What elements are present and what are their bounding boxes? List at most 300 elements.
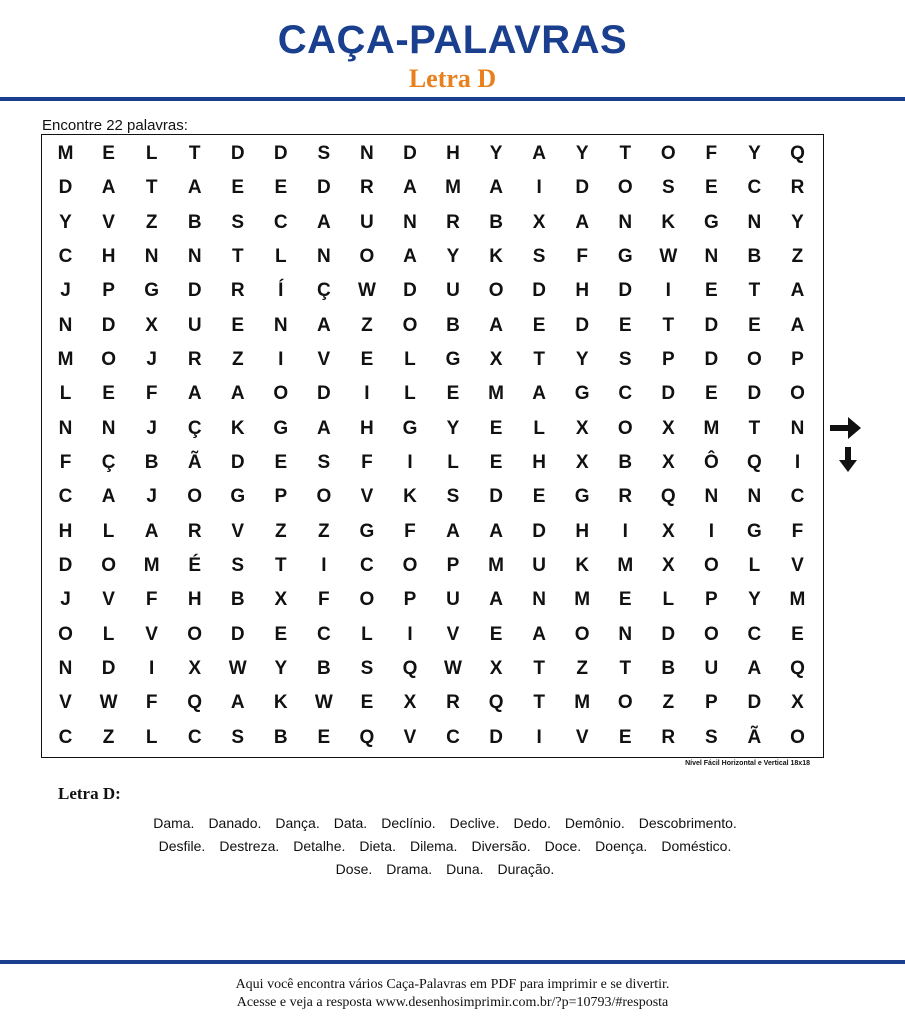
- grid-cell[interactable]: A: [316, 417, 331, 439]
- grid-cell[interactable]: E: [489, 623, 503, 645]
- grid-cell[interactable]: S: [231, 555, 245, 577]
- grid-cell[interactable]: V: [403, 726, 417, 748]
- grid-cell[interactable]: U: [360, 211, 374, 233]
- grid-cell[interactable]: A: [403, 177, 417, 199]
- grid-cell[interactable]: O: [316, 486, 332, 508]
- grid-cell[interactable]: G: [445, 349, 461, 371]
- grid-cell[interactable]: T: [619, 658, 632, 680]
- grid-cell[interactable]: Ç: [187, 417, 202, 439]
- grid-cell[interactable]: O: [617, 177, 633, 199]
- grid-cell[interactable]: X: [145, 314, 158, 336]
- grid-cell[interactable]: W: [444, 658, 462, 680]
- grid-cell[interactable]: G: [144, 280, 160, 302]
- grid-cell[interactable]: E: [705, 383, 718, 405]
- grid-cell[interactable]: J: [60, 589, 71, 611]
- grid-cell[interactable]: O: [273, 383, 289, 405]
- grid-cell[interactable]: F: [576, 246, 588, 268]
- grid-cell[interactable]: D: [704, 349, 719, 371]
- grid-cell[interactable]: R: [446, 692, 460, 714]
- grid-cell[interactable]: A: [532, 143, 546, 165]
- grid-cell[interactable]: Q: [790, 143, 805, 165]
- grid-cell[interactable]: H: [187, 589, 202, 611]
- grid-cell[interactable]: K: [403, 486, 417, 508]
- grid-cell[interactable]: C: [790, 486, 805, 508]
- grid-cell[interactable]: I: [708, 520, 714, 542]
- grid-cell[interactable]: F: [145, 589, 158, 611]
- grid-cell[interactable]: C: [618, 383, 633, 405]
- grid-cell[interactable]: A: [230, 692, 245, 714]
- grid-cell[interactable]: D: [316, 177, 331, 199]
- grid-cell[interactable]: A: [446, 520, 460, 542]
- grid-cell[interactable]: B: [144, 452, 159, 474]
- grid-cell[interactable]: W: [659, 246, 678, 268]
- grid-cell[interactable]: Ç: [316, 280, 331, 302]
- grid-cell[interactable]: D: [704, 314, 719, 336]
- grid-cell[interactable]: T: [533, 349, 545, 371]
- grid-cell[interactable]: G: [402, 417, 418, 439]
- grid-cell[interactable]: E: [532, 314, 546, 336]
- grid-cell[interactable]: X: [791, 692, 804, 714]
- grid-cell[interactable]: I: [148, 658, 155, 680]
- grid-cell[interactable]: R: [661, 726, 676, 748]
- grid-cell[interactable]: O: [703, 623, 719, 645]
- grid-cell[interactable]: S: [317, 143, 331, 165]
- grid-cell[interactable]: A: [532, 623, 546, 645]
- grid-cell[interactable]: Q: [790, 658, 805, 680]
- grid-cell[interactable]: I: [536, 726, 542, 748]
- grid-cell[interactable]: X: [188, 658, 202, 680]
- grid-cell[interactable]: E: [360, 349, 374, 371]
- grid-cell[interactable]: R: [360, 177, 374, 199]
- grid-cell[interactable]: G: [747, 520, 762, 542]
- grid-cell[interactable]: A: [403, 246, 417, 268]
- grid-cell[interactable]: A: [187, 383, 202, 405]
- grid-cell[interactable]: B: [661, 658, 676, 680]
- grid-cell[interactable]: E: [618, 726, 632, 748]
- grid-cell[interactable]: C: [446, 726, 460, 748]
- grid-cell[interactable]: D: [403, 280, 417, 302]
- grid-cell[interactable]: D: [101, 658, 116, 680]
- grid-cell[interactable]: U: [532, 555, 546, 577]
- grid-cell[interactable]: C: [58, 726, 73, 748]
- grid-cell[interactable]: X: [661, 520, 675, 542]
- grid-cell[interactable]: D: [532, 520, 546, 542]
- grid-cell[interactable]: N: [316, 246, 331, 268]
- grid-cell[interactable]: R: [230, 280, 245, 302]
- grid-cell[interactable]: X: [661, 555, 675, 577]
- grid-cell[interactable]: F: [404, 520, 416, 542]
- grid-cell[interactable]: H: [575, 280, 590, 302]
- grid-cell[interactable]: M: [143, 555, 160, 577]
- grid-cell[interactable]: X: [661, 417, 675, 439]
- grid-cell[interactable]: O: [359, 246, 375, 268]
- grid-cell[interactable]: A: [532, 383, 546, 405]
- grid-cell[interactable]: I: [364, 383, 370, 405]
- grid-cell[interactable]: D: [489, 486, 503, 508]
- grid-cell[interactable]: D: [230, 452, 245, 474]
- grid-cell[interactable]: A: [144, 520, 159, 542]
- grid-cell[interactable]: M: [445, 177, 461, 199]
- grid-cell[interactable]: O: [101, 349, 116, 371]
- grid-cell[interactable]: A: [489, 314, 503, 336]
- grid-cell[interactable]: I: [407, 623, 413, 645]
- grid-cell[interactable]: H: [575, 520, 590, 542]
- grid-cell[interactable]: E: [317, 726, 331, 748]
- grid-cell[interactable]: O: [617, 417, 633, 439]
- grid-cell[interactable]: J: [146, 349, 157, 371]
- grid-cell[interactable]: O: [488, 280, 504, 302]
- grid-cell[interactable]: Y: [575, 143, 589, 165]
- grid-cell[interactable]: J: [146, 486, 157, 508]
- grid-cell[interactable]: Q: [359, 726, 375, 748]
- grid-cell[interactable]: E: [231, 177, 245, 199]
- grid-cell[interactable]: O: [187, 486, 203, 508]
- grid-cell[interactable]: F: [361, 452, 373, 474]
- grid-cell[interactable]: K: [230, 417, 245, 439]
- grid-cell[interactable]: R: [790, 177, 805, 199]
- grid-cell[interactable]: U: [187, 314, 202, 336]
- grid-cell[interactable]: N: [101, 417, 116, 439]
- grid-cell[interactable]: X: [532, 211, 546, 233]
- grid-cell[interactable]: T: [533, 692, 545, 714]
- grid-cell[interactable]: C: [747, 623, 762, 645]
- grid-cell[interactable]: U: [704, 658, 719, 680]
- grid-cell[interactable]: B: [747, 246, 762, 268]
- grid-cell[interactable]: D: [316, 383, 331, 405]
- grid-cell[interactable]: N: [618, 623, 633, 645]
- grid-cell[interactable]: E: [274, 177, 288, 199]
- grid-cell[interactable]: V: [102, 589, 115, 611]
- grid-cell[interactable]: R: [187, 520, 202, 542]
- grid-cell[interactable]: M: [57, 143, 74, 165]
- grid-cell[interactable]: L: [404, 383, 416, 405]
- grid-cell[interactable]: I: [278, 349, 284, 371]
- grid-cell[interactable]: Y: [274, 658, 288, 680]
- grid-cell[interactable]: L: [145, 143, 158, 165]
- grid-cell[interactable]: N: [273, 314, 288, 336]
- grid-cell[interactable]: K: [575, 555, 590, 577]
- grid-cell[interactable]: Y: [446, 246, 460, 268]
- grid-cell[interactable]: C: [747, 177, 762, 199]
- grid-cell[interactable]: T: [188, 143, 201, 165]
- grid-cell[interactable]: A: [790, 280, 805, 302]
- grid-cell[interactable]: Ç: [101, 452, 116, 474]
- grid-cell[interactable]: Y: [59, 211, 72, 233]
- grid-cell[interactable]: G: [574, 486, 590, 508]
- grid-cell[interactable]: N: [58, 314, 73, 336]
- grid-cell[interactable]: N: [403, 211, 417, 233]
- grid-cell[interactable]: P: [274, 486, 288, 508]
- grid-cell[interactable]: D: [403, 143, 417, 165]
- grid-cell[interactable]: F: [318, 589, 330, 611]
- grid-cell[interactable]: H: [101, 246, 116, 268]
- grid-cell[interactable]: L: [102, 623, 115, 645]
- grid-cell[interactable]: M: [789, 589, 806, 611]
- grid-cell[interactable]: S: [231, 211, 245, 233]
- grid-cell[interactable]: T: [748, 280, 761, 302]
- grid-cell[interactable]: D: [747, 383, 762, 405]
- grid-cell[interactable]: F: [145, 383, 158, 405]
- grid-cell[interactable]: Y: [791, 211, 804, 233]
- grid-cell[interactable]: O: [703, 555, 719, 577]
- grid-cell[interactable]: A: [790, 314, 805, 336]
- grid-cell[interactable]: Y: [748, 143, 761, 165]
- grid-cell[interactable]: D: [661, 383, 676, 405]
- grid-cell[interactable]: N: [747, 211, 762, 233]
- grid-cell[interactable]: G: [617, 246, 633, 268]
- grid-cell[interactable]: L: [145, 726, 158, 748]
- grid-cell[interactable]: S: [661, 177, 675, 199]
- grid-cell[interactable]: B: [273, 726, 288, 748]
- grid-cell[interactable]: O: [402, 314, 418, 336]
- grid-cell[interactable]: U: [446, 280, 460, 302]
- grid-cell[interactable]: F: [145, 692, 158, 714]
- grid-cell[interactable]: E: [102, 383, 115, 405]
- grid-cell[interactable]: Q: [747, 452, 762, 474]
- grid-cell[interactable]: N: [532, 589, 546, 611]
- grid-cell[interactable]: P: [791, 349, 804, 371]
- grid-cell[interactable]: A: [747, 658, 762, 680]
- grid-cell[interactable]: V: [575, 726, 589, 748]
- grid-cell[interactable]: A: [101, 486, 116, 508]
- grid-cell[interactable]: O: [58, 623, 73, 645]
- grid-cell[interactable]: B: [187, 211, 202, 233]
- grid-cell[interactable]: A: [187, 177, 202, 199]
- grid-cell[interactable]: E: [791, 623, 804, 645]
- grid-cell[interactable]: D: [575, 177, 590, 199]
- grid-cell[interactable]: E: [102, 143, 115, 165]
- grid-cell[interactable]: R: [446, 211, 460, 233]
- grid-cell[interactable]: G: [574, 383, 590, 405]
- grid-cell[interactable]: V: [360, 486, 374, 508]
- grid-cell[interactable]: A: [316, 211, 331, 233]
- grid-cell[interactable]: C: [58, 486, 73, 508]
- grid-cell[interactable]: Z: [791, 246, 804, 268]
- grid-cell[interactable]: I: [622, 520, 628, 542]
- grid-cell[interactable]: O: [402, 555, 418, 577]
- grid-cell[interactable]: Z: [231, 349, 244, 371]
- grid-cell[interactable]: C: [316, 623, 331, 645]
- grid-cell[interactable]: O: [747, 349, 762, 371]
- grid-cell[interactable]: M: [488, 383, 504, 405]
- grid-cell[interactable]: D: [58, 555, 73, 577]
- grid-cell[interactable]: L: [274, 246, 287, 268]
- grid-cell[interactable]: Y: [489, 143, 503, 165]
- grid-cell[interactable]: T: [231, 246, 244, 268]
- grid-cell[interactable]: T: [145, 177, 158, 199]
- grid-cell[interactable]: H: [360, 417, 374, 439]
- grid-cell[interactable]: V: [145, 623, 158, 645]
- grid-cell[interactable]: W: [314, 692, 333, 714]
- grid-cell[interactable]: K: [661, 211, 676, 233]
- grid-cell[interactable]: T: [748, 417, 761, 439]
- grid-cell[interactable]: H: [58, 520, 73, 542]
- grid-cell[interactable]: Q: [187, 692, 203, 714]
- grid-cell[interactable]: Q: [402, 658, 418, 680]
- grid-cell[interactable]: I: [794, 452, 801, 474]
- grid-cell[interactable]: S: [618, 349, 632, 371]
- grid-cell[interactable]: K: [489, 246, 503, 268]
- grid-cell[interactable]: X: [403, 692, 417, 714]
- grid-cell[interactable]: N: [58, 417, 73, 439]
- grid-cell[interactable]: G: [703, 211, 719, 233]
- grid-cell[interactable]: C: [273, 211, 288, 233]
- grid-cell[interactable]: M: [617, 555, 634, 577]
- grid-cell[interactable]: V: [791, 555, 804, 577]
- grid-cell[interactable]: J: [60, 280, 71, 302]
- grid-cell[interactable]: S: [317, 452, 331, 474]
- grid-cell[interactable]: A: [489, 589, 503, 611]
- grid-cell[interactable]: L: [102, 520, 115, 542]
- grid-cell[interactable]: Z: [102, 726, 115, 748]
- grid-cell[interactable]: L: [447, 452, 459, 474]
- grid-cell[interactable]: S: [360, 658, 374, 680]
- grid-cell[interactable]: D: [489, 726, 503, 748]
- grid-cell[interactable]: H: [532, 452, 546, 474]
- grid-cell[interactable]: D: [230, 143, 245, 165]
- grid-cell[interactable]: X: [575, 417, 589, 439]
- grid-cell[interactable]: M: [703, 417, 720, 439]
- grid-cell[interactable]: F: [59, 452, 72, 474]
- grid-cell[interactable]: Y: [575, 349, 589, 371]
- grid-cell[interactable]: Z: [576, 658, 588, 680]
- grid-cell[interactable]: A: [575, 211, 590, 233]
- grid-cell[interactable]: E: [532, 486, 546, 508]
- grid-cell[interactable]: W: [357, 280, 376, 302]
- grid-cell[interactable]: D: [187, 280, 202, 302]
- grid-cell[interactable]: E: [446, 383, 460, 405]
- grid-cell[interactable]: E: [274, 623, 288, 645]
- grid-cell[interactable]: Q: [488, 692, 504, 714]
- grid-cell[interactable]: T: [662, 314, 675, 336]
- grid-cell[interactable]: O: [187, 623, 203, 645]
- grid-cell[interactable]: Z: [662, 692, 675, 714]
- grid-cell[interactable]: I: [665, 280, 671, 302]
- grid-cell[interactable]: H: [446, 143, 460, 165]
- grid-cell[interactable]: A: [101, 177, 116, 199]
- grid-cell[interactable]: N: [360, 143, 374, 165]
- grid-cell[interactable]: B: [489, 211, 503, 233]
- grid-cell[interactable]: O: [359, 589, 375, 611]
- grid-cell[interactable]: D: [575, 314, 590, 336]
- grid-cell[interactable]: Z: [145, 211, 158, 233]
- grid-cell[interactable]: G: [359, 520, 375, 542]
- grid-cell[interactable]: Z: [318, 520, 330, 542]
- grid-cell[interactable]: N: [618, 211, 633, 233]
- grid-cell[interactable]: P: [705, 589, 718, 611]
- grid-cell[interactable]: F: [705, 143, 718, 165]
- grid-cell[interactable]: C: [360, 555, 374, 577]
- grid-cell[interactable]: D: [58, 177, 73, 199]
- grid-cell[interactable]: J: [146, 417, 157, 439]
- grid-cell[interactable]: A: [230, 383, 245, 405]
- grid-cell[interactable]: É: [188, 555, 202, 577]
- grid-cell[interactable]: L: [404, 349, 416, 371]
- grid-cell[interactable]: P: [102, 280, 115, 302]
- grid-cell[interactable]: B: [618, 452, 633, 474]
- grid-cell[interactable]: M: [574, 589, 591, 611]
- grid-cell[interactable]: D: [532, 280, 546, 302]
- grid-cell[interactable]: Y: [748, 589, 761, 611]
- grid-cell[interactable]: I: [407, 452, 413, 474]
- grid-cell[interactable]: O: [101, 555, 116, 577]
- grid-cell[interactable]: I: [321, 555, 327, 577]
- grid-cell[interactable]: F: [791, 520, 804, 542]
- grid-cell[interactable]: C: [187, 726, 202, 748]
- grid-cell[interactable]: O: [617, 692, 633, 714]
- grid-cell[interactable]: V: [446, 623, 460, 645]
- grid-cell[interactable]: V: [102, 211, 115, 233]
- grid-cell[interactable]: U: [446, 589, 460, 611]
- grid-cell[interactable]: Ã: [747, 726, 762, 748]
- grid-cell[interactable]: T: [619, 143, 632, 165]
- grid-cell[interactable]: E: [360, 692, 374, 714]
- grid-cell[interactable]: N: [144, 246, 159, 268]
- grid-cell[interactable]: T: [274, 555, 287, 577]
- grid-cell[interactable]: S: [705, 726, 718, 748]
- grid-cell[interactable]: B: [446, 314, 460, 336]
- grid-cell[interactable]: S: [231, 726, 245, 748]
- grid-cell[interactable]: N: [704, 246, 719, 268]
- grid-cell[interactable]: D: [273, 143, 288, 165]
- grid-cell[interactable]: L: [361, 623, 373, 645]
- grid-cell[interactable]: Z: [274, 520, 287, 542]
- grid-cell[interactable]: W: [99, 692, 118, 714]
- grid-cell[interactable]: O: [790, 726, 805, 748]
- grid-cell[interactable]: P: [403, 589, 417, 611]
- grid-cell[interactable]: A: [316, 314, 331, 336]
- grid-cell[interactable]: P: [661, 349, 675, 371]
- grid-cell[interactable]: Í: [278, 280, 284, 302]
- grid-cell[interactable]: B: [316, 658, 331, 680]
- grid-cell[interactable]: L: [533, 417, 545, 439]
- grid-cell[interactable]: D: [618, 280, 633, 302]
- grid-cell[interactable]: Y: [446, 417, 460, 439]
- grid-cell[interactable]: E: [705, 280, 718, 302]
- grid-cell[interactable]: P: [705, 692, 718, 714]
- grid-cell[interactable]: X: [489, 349, 503, 371]
- grid-cell[interactable]: A: [489, 520, 503, 542]
- grid-cell[interactable]: E: [274, 452, 288, 474]
- grid-cell[interactable]: D: [230, 623, 245, 645]
- grid-cell[interactable]: S: [446, 486, 460, 508]
- grid-cell[interactable]: E: [489, 452, 503, 474]
- grid-cell[interactable]: K: [273, 692, 288, 714]
- grid-cell[interactable]: M: [574, 692, 591, 714]
- grid-cell[interactable]: N: [704, 486, 719, 508]
- grid-cell[interactable]: N: [187, 246, 202, 268]
- grid-cell[interactable]: W: [228, 658, 247, 680]
- grid-cell[interactable]: A: [489, 177, 503, 199]
- grid-cell[interactable]: V: [231, 520, 245, 542]
- grid-cell[interactable]: Ô: [703, 452, 719, 474]
- grid-cell[interactable]: L: [748, 555, 761, 577]
- grid-cell[interactable]: M: [57, 349, 74, 371]
- grid-cell[interactable]: Q: [660, 486, 676, 508]
- grid-cell[interactable]: P: [446, 555, 460, 577]
- grid-cell[interactable]: O: [574, 623, 590, 645]
- grid-cell[interactable]: O: [790, 383, 805, 405]
- grid-cell[interactable]: L: [662, 589, 675, 611]
- grid-cell[interactable]: E: [748, 314, 761, 336]
- grid-cell[interactable]: Ã: [187, 452, 202, 474]
- grid-cell[interactable]: G: [230, 486, 246, 508]
- grid-cell[interactable]: X: [489, 658, 503, 680]
- grid-cell[interactable]: L: [59, 383, 72, 405]
- grid-cell[interactable]: X: [661, 452, 675, 474]
- grid-cell[interactable]: Z: [361, 314, 373, 336]
- grid-cell[interactable]: S: [532, 246, 546, 268]
